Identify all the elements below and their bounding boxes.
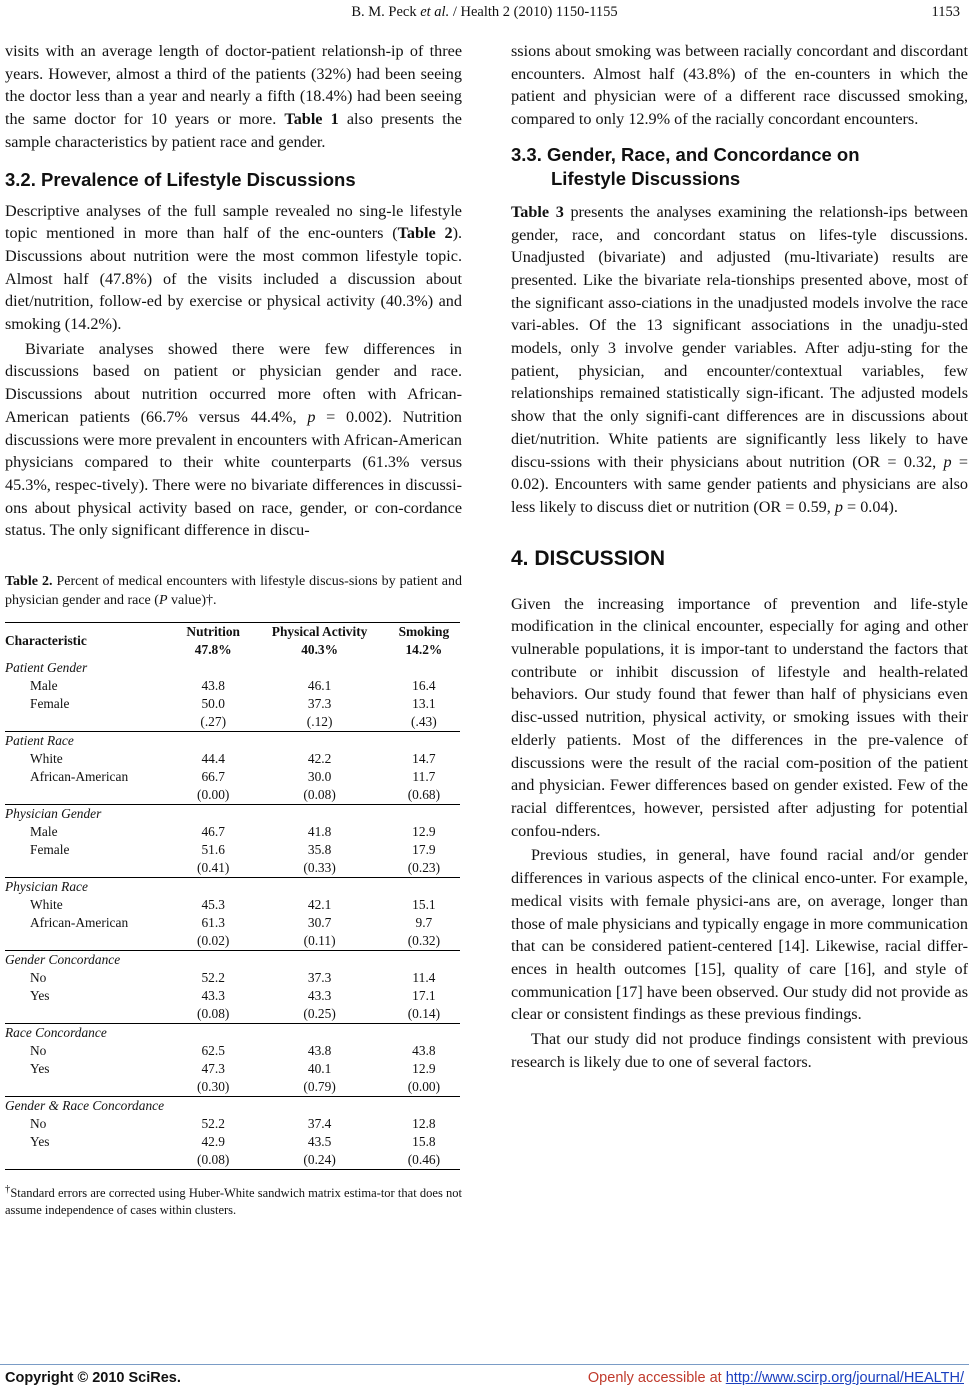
cell-smoking: (.43) bbox=[388, 713, 460, 732]
running-title: B. M. Peck et al. / Health 2 (2010) 1150-1155 bbox=[351, 4, 618, 20]
cell-physical-activity: 30.7 bbox=[307, 915, 332, 931]
table-group-label: Gender Concordance bbox=[5, 952, 121, 968]
cell-physical-activity: (0.33) bbox=[251, 859, 387, 878]
cell-smoking: 14.7 bbox=[412, 751, 436, 767]
cell-nutrition: (0.02) bbox=[175, 932, 251, 951]
table-group-row bbox=[5, 732, 460, 751]
paragraph: ssions about smoking was between racially concordant and discordant encounters. Almost half (43.8%) of the en-counters in which the patient and physician were of a different race discussed smoking, compared to only 12.9% of the racially concordant encounters. bbox=[511, 42, 968, 129]
table-row bbox=[5, 896, 460, 914]
row-label: White bbox=[30, 751, 63, 767]
table-row bbox=[5, 1133, 460, 1151]
table-row bbox=[5, 987, 460, 1005]
table-row bbox=[5, 1151, 460, 1170]
cell-physical-activity: (0.24) bbox=[251, 1151, 387, 1170]
row-label: Yes bbox=[30, 1134, 50, 1150]
table-row bbox=[5, 1005, 460, 1024]
table-row bbox=[5, 932, 460, 951]
right-column bbox=[511, 40, 968, 1073]
cell-physical-activity: 43.3 bbox=[307, 988, 332, 1004]
cell-nutrition: (0.08) bbox=[175, 1151, 251, 1170]
table-group-row bbox=[5, 1024, 460, 1043]
header-physical-activity: Physical Activity bbox=[271, 624, 368, 640]
table-body bbox=[5, 659, 460, 1170]
row-label: Male bbox=[30, 678, 58, 694]
cell-nutrition: 45.3 bbox=[201, 897, 225, 913]
table-row bbox=[5, 750, 460, 768]
cell-physical-activity: 43.5 bbox=[307, 1134, 332, 1150]
table-group-label: Physician Race bbox=[5, 879, 88, 895]
cell-smoking: 11.7 bbox=[412, 769, 436, 785]
cell-nutrition: 52.2 bbox=[201, 970, 225, 986]
row-label: No bbox=[30, 1116, 47, 1132]
cell-physical-activity: 43.8 bbox=[307, 1043, 332, 1059]
header-nutrition-pct: 47.8% bbox=[194, 642, 232, 658]
cell-smoking: 12.8 bbox=[412, 1116, 436, 1132]
cell-nutrition: 66.7 bbox=[201, 769, 225, 785]
cell-smoking: 17.1 bbox=[412, 988, 436, 1004]
paragraph: That our study did not produce findings consistent with previous research is likely due to one of several factors. bbox=[511, 1030, 968, 1071]
cell-nutrition: (.27) bbox=[175, 713, 251, 732]
section-heading-3-3: 3.3. Gender, Race, and Concordance on Lifestyle Discussions bbox=[511, 143, 860, 189]
cell-physical-activity: 37.3 bbox=[307, 696, 332, 712]
cell-nutrition: (0.00) bbox=[175, 786, 251, 805]
table-row bbox=[5, 1042, 460, 1060]
table-row bbox=[5, 1060, 460, 1078]
table-row bbox=[5, 713, 460, 732]
row-label bbox=[5, 1078, 175, 1097]
header-physical-pct: 40.3% bbox=[301, 642, 339, 658]
cell-nutrition: 62.5 bbox=[201, 1043, 225, 1059]
table-group-row bbox=[5, 805, 460, 824]
table-row bbox=[5, 859, 460, 878]
cell-physical-activity: 35.8 bbox=[307, 842, 332, 858]
cell-smoking: 11.4 bbox=[412, 970, 436, 986]
cell-physical-activity: (.12) bbox=[251, 713, 387, 732]
table-group-row bbox=[5, 1097, 460, 1116]
table-row bbox=[5, 677, 460, 695]
table-footnote: †Standard errors are corrected using Huber-White sandwich matrix estima-tor that does not assume independence of cases within clusters. bbox=[5, 1184, 463, 1217]
section-heading-4: 4. DISCUSSION bbox=[511, 546, 666, 570]
cell-smoking: 16.4 bbox=[412, 678, 436, 694]
header-characteristic: Characteristic bbox=[5, 633, 87, 649]
row-label: No bbox=[30, 1043, 47, 1059]
journal-link[interactable]: http://www.scirp.org/journal/HEALTH/ bbox=[725, 1370, 964, 1386]
cell-nutrition: 46.7 bbox=[201, 824, 225, 840]
cell-nutrition: 44.4 bbox=[201, 751, 225, 767]
paragraph: visits with an average length of doctor-patient relationsh-ip of three years. However, almost a third of the patients (32%) had been seeing the doctor less than a year and nearly a fifth (18.4%) had been seeing the same doctor for 10 years or more. Table 1 also presents the sample characteristics by patient race and gender. bbox=[5, 42, 462, 151]
cell-nutrition: 51.6 bbox=[201, 842, 225, 858]
table-row bbox=[5, 841, 460, 859]
cell-smoking: 13.1 bbox=[412, 696, 436, 712]
cell-nutrition: 42.9 bbox=[201, 1134, 225, 1150]
table-row bbox=[5, 914, 460, 932]
row-label: White bbox=[30, 897, 63, 913]
cell-physical-activity: 37.4 bbox=[307, 1116, 332, 1132]
cell-nutrition: (0.41) bbox=[175, 859, 251, 878]
header-nutrition: Nutrition bbox=[186, 624, 240, 640]
table-row bbox=[5, 823, 460, 841]
open-access-note: Openly accessible at http://www.scirp.org/journal/HEALTH/ bbox=[587, 1370, 964, 1386]
table-row bbox=[5, 969, 460, 987]
table-group-row bbox=[5, 878, 460, 897]
table-group-label: Physician Gender bbox=[5, 806, 102, 822]
paragraph: Given the increasing importance of prevention and life-style modification in the clinical encounter, especially for aging and other vulnerable populations, it is impor-tant to understand the factors that contribute or inhibit discussion of lifestyle and health-related behaviors. Our study found that fewer than half of physicians even disc-ussed nutrition, physical activity, or smoking issues with their elderly patients. Most of the differences in the pre-valence of discussions were the result of the racial com-position of the patient and physician. Fewer differences based on gender existed. Few of the racial differentces, however, persisted after adjusting for potential confou-nders. bbox=[511, 594, 968, 840]
table-row bbox=[5, 786, 460, 805]
cell-nutrition: (0.30) bbox=[175, 1078, 251, 1097]
table-group-row bbox=[5, 659, 460, 677]
cell-smoking: 15.8 bbox=[412, 1134, 436, 1150]
table-group-label: Patient Race bbox=[5, 733, 74, 749]
cell-nutrition: 61.3 bbox=[201, 915, 225, 931]
row-label: African-American bbox=[30, 769, 129, 785]
cell-smoking: 17.9 bbox=[412, 842, 436, 858]
cell-smoking: (0.00) bbox=[388, 1078, 460, 1097]
cell-smoking: 9.7 bbox=[415, 915, 433, 931]
table-row bbox=[5, 1115, 460, 1133]
table-group-label: Race Concordance bbox=[5, 1025, 107, 1041]
cell-smoking: (0.32) bbox=[388, 932, 460, 951]
paragraph: Table 3 presents the analyses examining the relationsh-ips between gender, race, and concordant status on lifes-tyle discussions. Unadjusted (bivariate) and adjusted (mu-ltivariate) results are presented. Like the bivariate rela-tionships presented above, most of the significant asso-ciations in the unadjusted models involve the race vari-ables. Of the 13 significant associations in the unadju-sted models, only 3 involve gender variables. After adju-sting for the patient, physician, and encounter/contextual variables, few relationships remained statistically sign-ificant. The adjusted models show that the only signifi-cant differences are in discussions about diet/nutrition. White patients are significantly less likely to have discu-ssions with their physicians about nutrition (OR = 0.32, p = 0.02). Encounters with same gender patients and physicians are also less likely to discuss diet or nutrition (OR = 0.59, p = 0.04). bbox=[511, 202, 968, 516]
cell-smoking: (0.14) bbox=[388, 1005, 460, 1024]
left-column bbox=[5, 40, 462, 1218]
page-number: 1153 bbox=[931, 4, 960, 20]
table-group-label: Patient Gender bbox=[5, 660, 88, 676]
cell-smoking: 12.9 bbox=[412, 1061, 436, 1077]
row-label bbox=[5, 786, 175, 805]
cell-physical-activity: 40.1 bbox=[307, 1061, 332, 1077]
cell-nutrition: 50.0 bbox=[201, 696, 225, 712]
paragraph: Bivariate analyses showed there were few differences in discussions based on patient or physician gender and race. Discussions about nutrition occurred more often with African-American patients (66.7% versus 44.4%, p = 0.002). Nutrition discussions were more prevalent in encounters with African-American physicians compared to their white counterparts (61.3% versus 45.3%, respec-tively). There were no bivariate differences in discussi-ons about physical activity based on race, gender, or con-cordance status. The only significant difference in discu- bbox=[5, 339, 463, 540]
cell-smoking: 15.1 bbox=[412, 897, 436, 913]
table-2 bbox=[5, 622, 460, 1170]
table-group-row bbox=[5, 951, 460, 970]
table-group-label: Gender & Race Concordance bbox=[5, 1098, 165, 1114]
paragraph: Previous studies, in general, have found racial and/or gender differences in various aspects of the clinical enco-unter. For example, medical visits with female physici-ans are, on average, longer than those of male physicians and typically engage in more communication that can be considered patient-centered [14]. Likewise, racial differ-ences in health outcomes [15], quality of care [16], and style of communication [17] have been observed. Our study did not provide as clear or consistent findings as these previous findings. bbox=[511, 846, 968, 1024]
row-label bbox=[5, 932, 175, 951]
cell-smoking: 43.8 bbox=[412, 1043, 436, 1059]
cell-physical-activity: 42.1 bbox=[307, 897, 332, 913]
cell-nutrition: 47.3 bbox=[201, 1061, 225, 1077]
cell-physical-activity: (0.11) bbox=[251, 932, 387, 951]
table-row bbox=[5, 695, 460, 713]
cell-smoking: (0.23) bbox=[388, 859, 460, 878]
row-label bbox=[5, 1151, 175, 1170]
running-header bbox=[0, 4, 969, 26]
table-row bbox=[5, 768, 460, 786]
row-label: Yes bbox=[30, 1061, 50, 1077]
cell-physical-activity: 37.3 bbox=[307, 970, 332, 986]
cell-nutrition: 52.2 bbox=[201, 1116, 225, 1132]
copyright: Copyright © 2010 SciRes. bbox=[5, 1370, 181, 1386]
cell-physical-activity: 46.1 bbox=[307, 678, 332, 694]
row-label: African-American bbox=[30, 915, 129, 931]
cell-nutrition: (0.08) bbox=[175, 1005, 251, 1024]
table-caption: Table 2. Percent of medical encounters with lifestyle discus-sions by patient and physician gender and race (P value)†. bbox=[5, 574, 462, 609]
row-label bbox=[5, 713, 175, 732]
row-label bbox=[5, 859, 175, 878]
cell-smoking: 12.9 bbox=[412, 824, 436, 840]
header-smoking: Smoking bbox=[398, 624, 450, 640]
cell-physical-activity: (0.79) bbox=[251, 1078, 387, 1097]
cell-physical-activity: 30.0 bbox=[307, 769, 332, 785]
header-smoking-pct: 14.2% bbox=[405, 642, 443, 658]
row-label: Female bbox=[30, 696, 70, 712]
page-footer bbox=[0, 1364, 969, 1387]
row-label: Yes bbox=[30, 988, 50, 1004]
row-label: No bbox=[30, 970, 47, 986]
cell-smoking: (0.68) bbox=[388, 786, 460, 805]
section-heading-3-2: 3.2. Prevalence of Lifestyle Discussions bbox=[5, 168, 356, 190]
paragraph: Descriptive analyses of the full sample revealed no sing-le lifestyle topic mentioned in more than half of the enc-ounters (Table 2). Discussions about nutrition were the most common lifestyle topic. Almost half (47.8%) of the visits included a discussion about diet/nutrition, follow-ed by exercise or physical activity (40.3%) and smoking (14.2%). bbox=[5, 201, 462, 334]
table-row bbox=[5, 1078, 460, 1097]
cell-physical-activity: 41.8 bbox=[307, 824, 332, 840]
cell-physical-activity: (0.25) bbox=[251, 1005, 387, 1024]
cell-nutrition: 43.3 bbox=[201, 988, 225, 1004]
cell-smoking: (0.46) bbox=[388, 1151, 460, 1170]
row-label: Female bbox=[30, 842, 70, 858]
cell-physical-activity: 42.2 bbox=[307, 751, 332, 767]
row-label: Male bbox=[30, 824, 58, 840]
cell-physical-activity: (0.08) bbox=[251, 786, 387, 805]
cell-nutrition: 43.8 bbox=[201, 678, 225, 694]
row-label bbox=[5, 1005, 175, 1024]
